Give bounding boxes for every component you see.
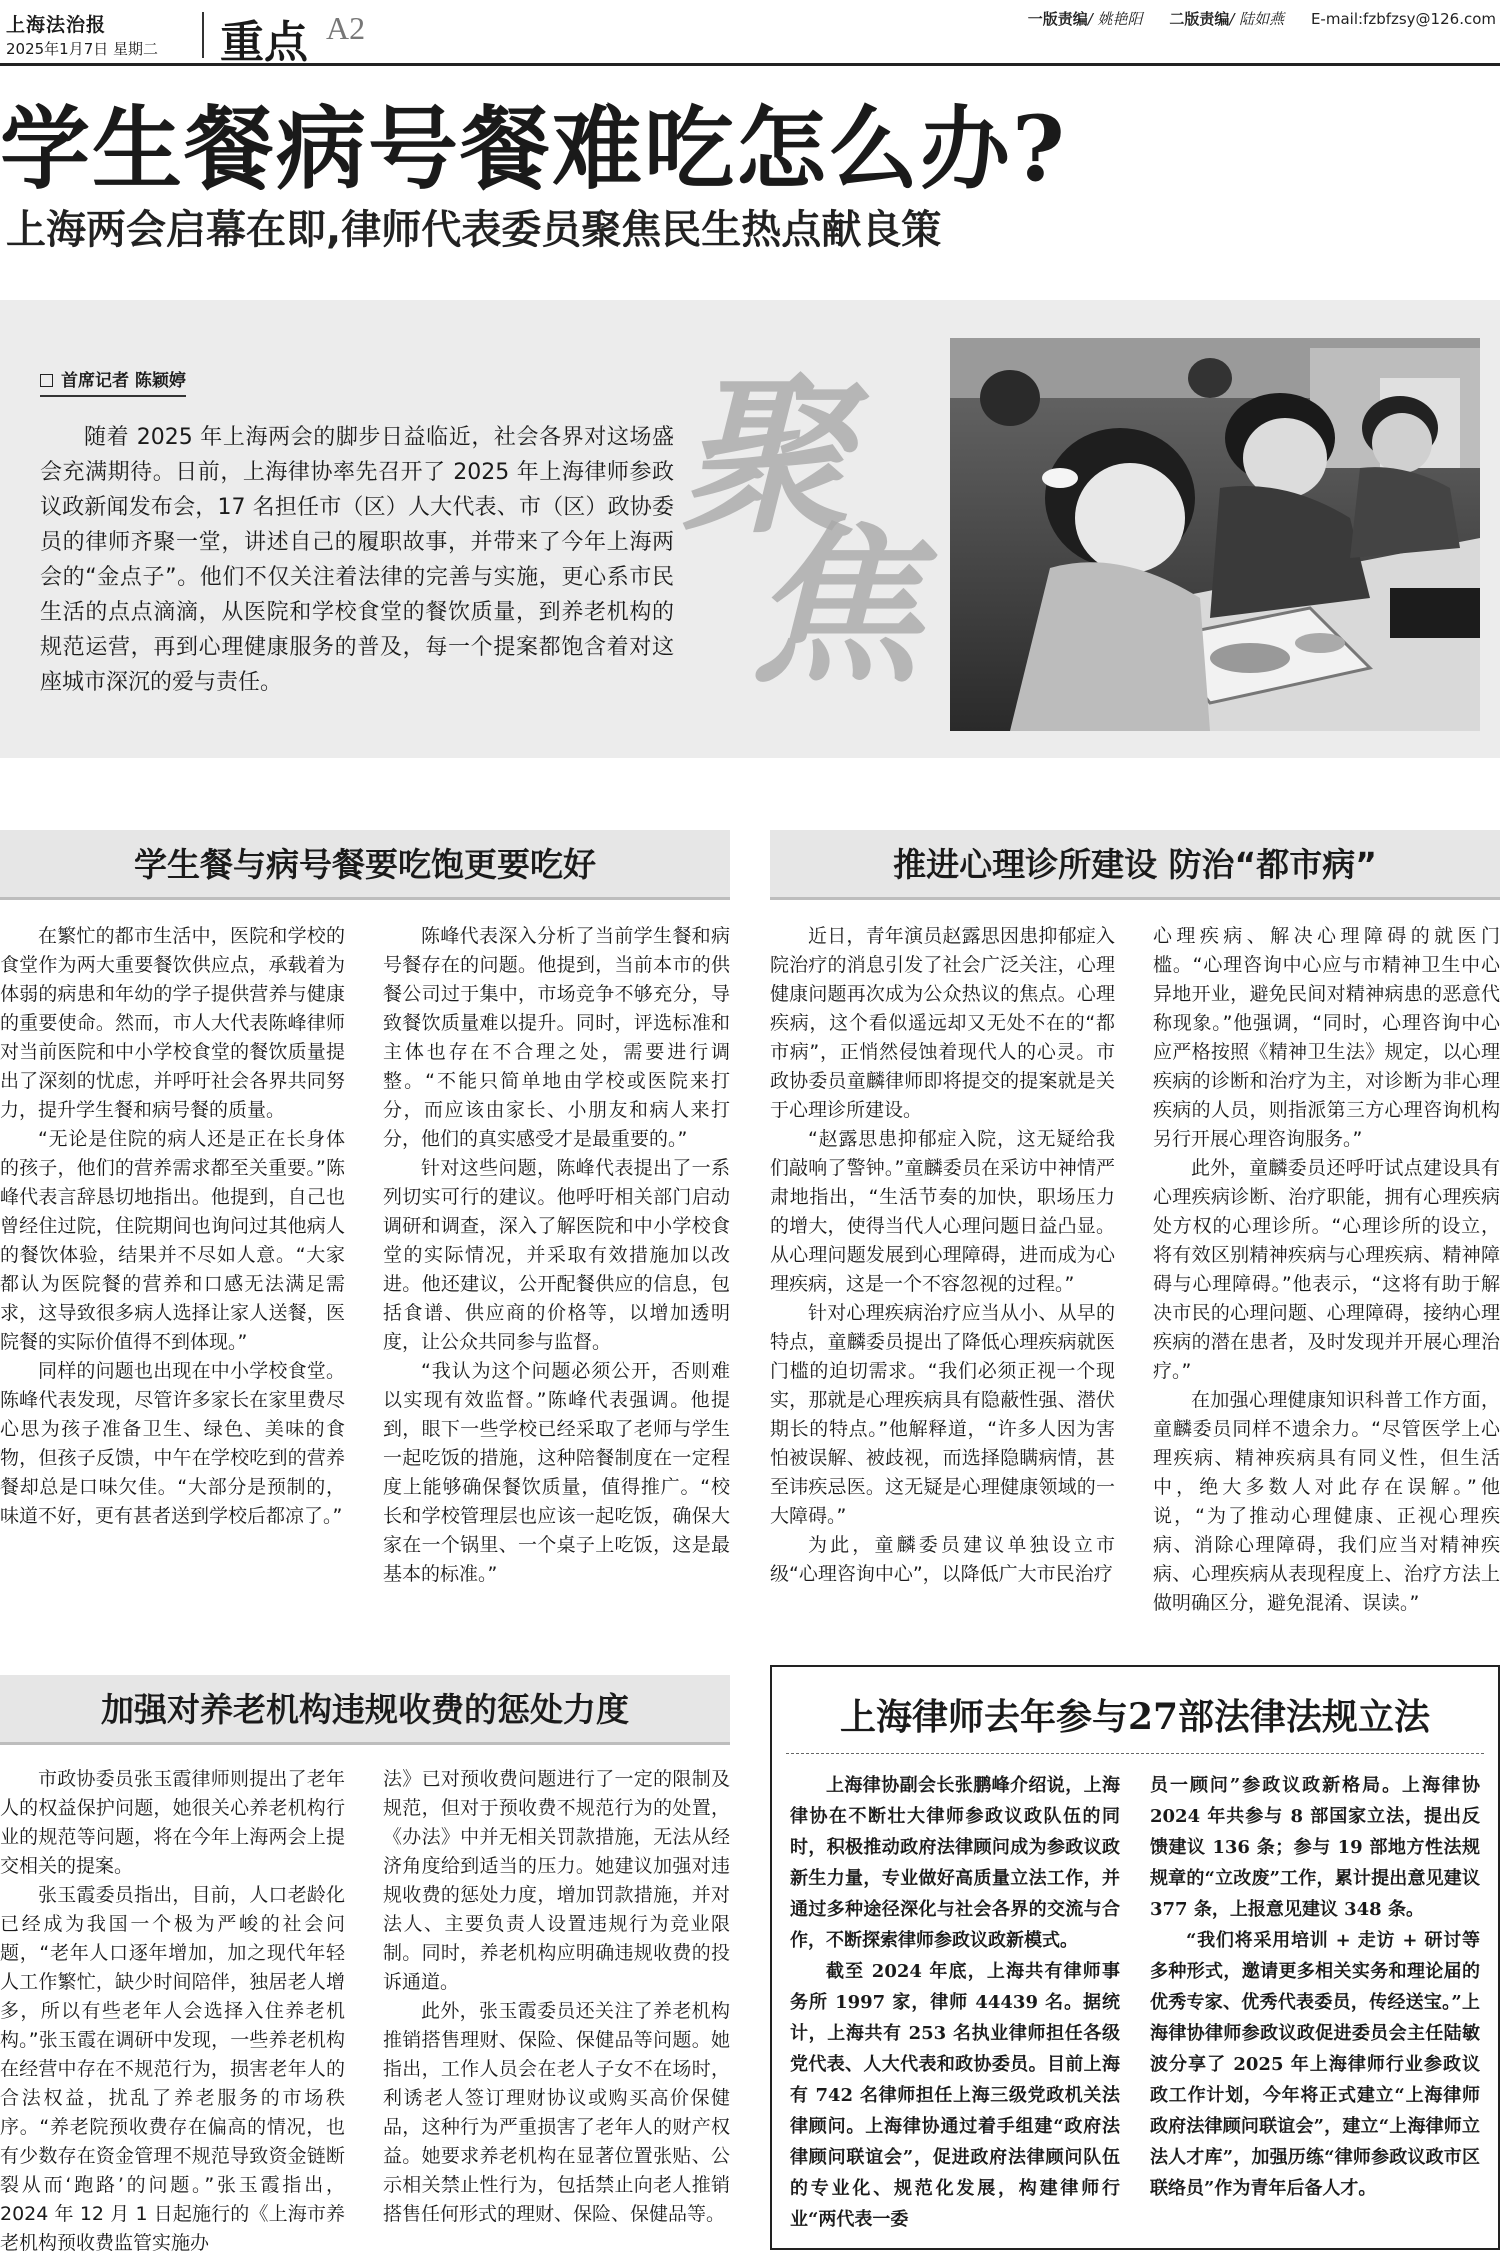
students-eating-photo: [950, 338, 1480, 731]
section3-column-1: [0, 1765, 345, 2253]
sidebar-divider: [786, 1753, 1484, 1754]
byline: [40, 366, 186, 397]
sidebar-column-1: [790, 1770, 1120, 2235]
focus-char-2: 焦: [750, 507, 921, 707]
lead-paragraph: 随着 2025 年上海两会的脚步日益临近，社会各界对这场盛会充满期待。日前，上海律协率先召开了 2025 年上海律师参政议政新闻发布会，17 名担任市（区）人大代表、市（区）政协委员的律师齐聚一堂，讲述自己的履职故事，并带来了今年上海两会的“金点子”。他们不仅关注着法律的完善与实施，更心系市民生活的点点滴滴，从医院和学校食堂的餐饮质量，到养老机构的规范运营，再到心理健康服务的普及，每一个提案都饱含着对这座城市深沉的爱与责任。: [40, 425, 674, 695]
editor1-name: / 姚艳阳: [1087, 10, 1143, 28]
section-header-student-meals: 学生餐与病号餐要吃饱更要吃好: [0, 830, 730, 900]
paragraph: 法》已对预收费问题进行了一定的限制及规范，但对于预收费不规范行为的处置，《办法》中并无相关罚款措施，无法从经济角度给到适当的压力。她建议加强对违规收费的惩处力度，增加罚款措施，并对法人、主要负责人设置违规行为竞业限制。同时，养老机构应明确违规收费的投诉通道。: [383, 1768, 730, 1993]
paragraph: 针对心理疾病治疗应当从小、从早的特点，童麟委员提出了降低心理疾病就医门槛的迫切需求。“我们必须正视一个现实，那就是心理疾病具有隐蔽性强、潜伏期长的特点。”他解释道，“许多人因为害怕被误解、被歧视，而选择隐瞒病情，甚至讳疾忌医。这无疑是心理健康领域的一大障碍。”: [770, 1302, 1115, 1527]
paragraph: “我们将采用培训 + 走访 + 研讨等多种形式，邀请更多相关实务和理论届的优秀专家、优秀代表委员，传经送宝。”上海律协律师参政议政促进委员会主任陆敏波分享了 2025 年上海律师行业参政议政工作计划，今年将正式建立“上海律师政府法律顾问联谊会”，建立“上海律师立法人才库”，加强历练“律师参政议政市区联络员”作为青年后备人才。: [1150, 1930, 1480, 2199]
photo-illustration: [950, 338, 1480, 731]
paragraph: 同样的问题也出现在中小学校食堂。陈峰代表发现，尽管许多家长在家里费尽心思为孩子准备卫生、绿色、美味的食物，但孩子反馈，中午在学校吃到的营养餐却总是口味欠佳。“大部分是预制的，味道不好，更有甚者送到学校后都凉了。”: [0, 1360, 345, 1527]
editor2-name: / 陆如燕: [1229, 10, 1285, 28]
issue-date: 2025年1月7日 星期二: [6, 40, 159, 58]
paragraph: 员一顾问”参政议政新格局。上海律协 2024 年共参与 8 部国家立法，提出反馈建议 136 条；参与 19 部地方性法规规章的“立改废”工作，累计提出意见建议 377 条，上报意见建议 348 条。: [1150, 1775, 1480, 1920]
paragraph: 此外，张玉霞委员还关注了养老机构推销搭售理财、保险、保健品等问题。她指出，工作人员会在老人子女不在场时，利诱老人签订理财协议或购买高价保健品，这种行为严重损害了老年人的财产权益。她要求养老机构在显著位置张贴、公示相关禁止性行为，包括禁止向老人推销搭售任何形式的理财、保险、保健品等。: [383, 2000, 730, 2225]
paper-name: 上海法治报: [6, 14, 107, 36]
paragraph: “我认为这个问题必须公开，否则难以实现有效监督。”陈峰代表强调。他提到，眼下一些学校已经采取了老师与学生一起吃饭的措施，这种陪餐制度在一定程度上能够确保餐饮质量，值得推广。“校长和学校管理层也应该一起吃饭，确保大家在一个锅里、一个桌子上吃饭，这是最基本的标准。”: [383, 1360, 730, 1585]
paragraph: 上海律协副会长张鹏峰介绍说，上海律协在不断壮大律师参政议政队伍的同时，积极推动政府法律顾问成为参政议政新生力量，专业做好高质量立法工作，并通过多种途径深化与社会各界的交流与合作，不断探索律师参政议政新模式。: [790, 1775, 1120, 1951]
paragraph: 近日，青年演员赵露思因患抑郁症入院治疗的消息引发了社会广泛关注，心理健康问题再次成为公众热议的焦点。心理疾病，这个看似遥远却又无处不在的“都市病”，正悄然侵蚀着现代人的心灵。市政协委员童麟律师即将提交的提案就是关于心理诊所建设。: [770, 925, 1115, 1121]
section-header-elderly-care: 加强对养老机构违规收费的惩处力度: [0, 1675, 730, 1745]
section2-column-2: [1153, 922, 1500, 1618]
sidebar-box: [770, 1665, 1500, 2250]
masthead-divider: [202, 12, 204, 58]
paragraph: “无论是住院的病人还是正在长身体的孩子，他们的营养需求都至关重要。”陈峰代表言辞恳切地指出。他提到，自己也曾经住过院，住院期间也询问过其他病人的餐饮体验，结果并不尽如人意。“大家都认为医院餐的营养和口感无法满足需求，这导致很多病人选择让家人送餐，医院餐的实际价值得不到体现。”: [0, 1128, 345, 1353]
masthead: [0, 0, 1500, 66]
section1-column-1: [0, 922, 345, 1531]
section2-column-1: [770, 922, 1115, 1589]
editor-email: E-mail:fzbfzsy@126.com: [1310, 10, 1496, 28]
paragraph: 心理疾病、解决心理障碍的就医门槛。“心理咨询中心应与市精神卫生中心异地开业，避免民间对精神病患的恶意代称现象。”他强调，“同时，心理咨询中心应严格按照《精神卫生法》规定，以心理疾病的诊断和治疗为主，对诊断为非心理疾病的人员，则指派第三方心理咨询机构另行开展心理咨询服务。”: [1153, 925, 1500, 1150]
paragraph: 在繁忙的都市生活中，医院和学校的食堂作为两大重要餐饮供应点，承载着为体弱的病患和年幼的学子提供营养与健康的重要使命。然而，市人大代表陈峰律师对当前医院和中小学校食堂的餐饮质量提出了深刻的忧虑，并呼吁社会各界共同努力，提升学生餐和病号餐的质量。: [0, 925, 345, 1121]
square-icon: [40, 374, 53, 387]
paragraph: 针对这些问题，陈峰代表提出了一系列切实可行的建议。他呼吁相关部门启动调研和调查，深入了解医院和中小学校食堂的实际情况，并采取有效措施加以改进。他还建议，公开配餐供应的信息，包括食谱、供应商的价格等，以增加透明度，让公众共同参与监督。: [383, 1157, 730, 1353]
paragraph: “赵露思患抑郁症入院，这无疑给我们敲响了警钟。”童麟委员在采访中神情严肃地指出，“生活节奏的加快，职场压力的增大，使得当代人心理问题日益凸显。从心理问题发展到心理障碍，进而成为心理疾病，这是一个不容忽视的过程。”: [770, 1128, 1115, 1295]
paragraph: 此外，童麟委员还呼吁试点建设具有心理疾病诊断、治疗职能，拥有心理疾病处方权的心理诊所。“心理诊所的设立，将有效区别精神疾病与心理疾病、精神障碍与心理障碍。”他表示，“这将有助于解决市民的心理问题、心理障碍，接纳心理疾病的潜在患者，及时发现并开展心理治疗。”: [1153, 1157, 1500, 1382]
paragraph: 在加强心理健康知识科普工作方面，童麟委员同样不遗余力。“尽管医学上心理疾病、精神疾病具有同义性，但生活中，绝大多数人对此存在误解。”他说，“为了推动心理健康、正视心理疾病、消除心理障碍，我们应当对精神疾病、心理疾病从表现程度上、治疗方法上做明确区分，避免混淆、误读。”: [1153, 1389, 1500, 1614]
headline: 学生餐病号餐难吃怎么办?: [0, 96, 1067, 202]
sidebar-title: 上海律师去年参与27部法律法规立法: [839, 1696, 1431, 1738]
focus-char-1: 聚: [680, 357, 851, 557]
paragraph: 市政协委员张玉霞律师则提出了老年人的权益保护问题，她很关心养老机构行业的规范等问题，将在今年上海两会上提交相关的提案。: [0, 1768, 345, 1877]
section3-column-2: [383, 1765, 730, 2229]
section1-column-2: [383, 922, 730, 1589]
subheadline: 上海两会启幕在即,律师代表委员聚焦民生热点献良策: [6, 207, 942, 253]
byline-text: 首席记者 陈颖婷: [61, 371, 186, 391]
lead-box: [0, 300, 1500, 758]
editors-line: [1006, 8, 1496, 29]
sidebar-column-2: [1150, 1770, 1480, 2204]
paragraph: 张玉霞委员指出，目前，人口老龄化已经成为我国一个极为严峻的社会问题，“老年人口逐年增加，加之现代年轻人工作繁忙，缺少时间陪伴，独居老人增多，所以有些老年人会选择入住养老机构。”张玉霞在调研中发现，一些养老机构在经营中存在不规范行为，损害老年人的合法权益，扰乱了养老服务的市场秩序。“养老院预收费存在偏高的情况，也有少数存在资金管理不规范导致资金链断裂从而‘跑路’的问题。”张玉霞指出，2024 年 12 月 1 日起施行的《上海市养老机构预收费监管实施办: [0, 1884, 345, 2253]
editor2-label: 二版责编: [1169, 10, 1230, 28]
paragraph: 为此，童麟委员建议单独设立市级“心理咨询中心”，以降低广大市民治疗: [770, 1534, 1115, 1585]
page-number: A2: [326, 10, 366, 46]
section-name: 重点: [220, 17, 308, 68]
paragraph: 截至 2024 年底，上海共有律师事务所 1997 家，律师 44439 名。据统计，上海共有 253 名执业律师担任各级党代表、人大代表和政协委员。目前上海有 742 名律师担任上海三级党政机关法律顾问。上海律协通过着手组建“政府法律顾问联谊会”，促进政府法律顾问队伍的专业化、规范化发展，构建律师行业“两代表一委: [790, 1961, 1120, 2230]
editor1-label: 一版责编: [1027, 10, 1088, 28]
paragraph: 陈峰代表深入分析了当前学生餐和病号餐存在的问题。他提到，当前本市的供餐公司过于集中，市场竞争不够充分，导致餐饮质量难以提升。同时，评选标准和主体也存在不合理之处，需要进行调整。“不能只简单地由学校或医院来打分，而应该由家长、小朋友和病人来打分，他们的真实感受才是最重要的。”: [383, 925, 730, 1150]
focus-calligraphy: [680, 320, 921, 707]
section-header-mental-health: 推进心理诊所建设 防治“都市病”: [770, 830, 1500, 900]
